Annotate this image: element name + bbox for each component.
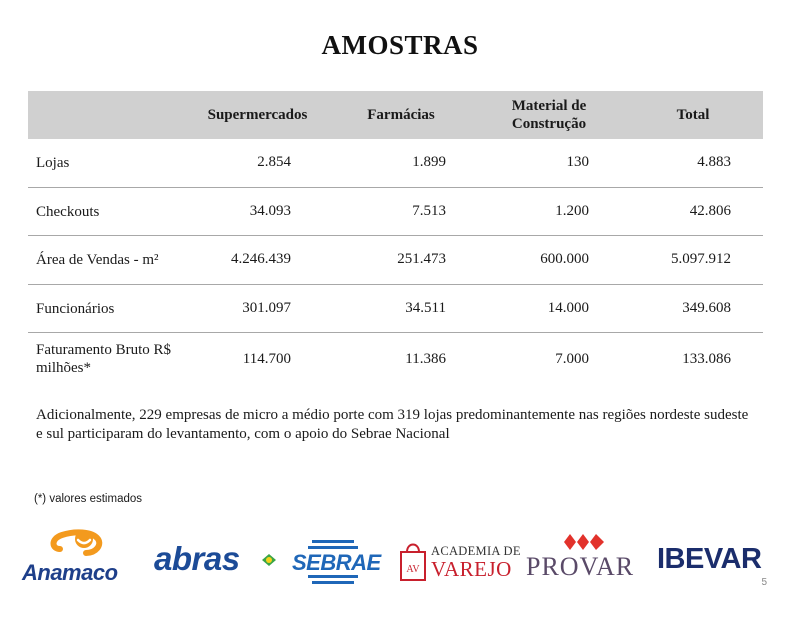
cell-farmacias: 11.386 xyxy=(405,351,446,367)
cell-material: 14.000 xyxy=(547,299,589,316)
cell-total: 133.086 xyxy=(682,351,731,367)
ibevar-wordmark: IBEVAR xyxy=(657,543,762,575)
header-material-construcao xyxy=(488,97,610,133)
cell-total: 42.806 xyxy=(689,202,731,219)
cell-farmacias: 34.511 xyxy=(405,299,446,316)
table-row xyxy=(28,236,763,285)
row-label: Checkouts xyxy=(36,203,100,220)
row-label: Faturamento Bruto R$ milhões* xyxy=(36,342,171,376)
provar-logo xyxy=(526,532,646,580)
svg-text:AV: AV xyxy=(406,564,420,575)
page-number: 5 xyxy=(761,577,767,588)
shopping-bag-icon xyxy=(398,540,428,582)
abras-flag-icon xyxy=(262,554,276,566)
header-farmacias: Farmácias xyxy=(367,107,435,123)
cell-total: 5.097.912 xyxy=(671,251,731,267)
anamaco-emblem-icon xyxy=(22,527,140,563)
anamaco-logo xyxy=(22,527,140,587)
row-label: Área de Vendas - m² xyxy=(36,252,159,268)
cell-material: 7.000 xyxy=(555,351,589,367)
row-label: Funcionários xyxy=(36,300,115,317)
table-row xyxy=(28,285,763,334)
academia-wordmark-bottom: VAREJO xyxy=(431,557,512,581)
table-row xyxy=(28,139,763,188)
footnote: (*) valores estimados xyxy=(34,493,143,505)
provar-wordmark: PROVAR xyxy=(526,552,635,581)
table-row xyxy=(28,188,763,237)
page-title: AMOSTRAS xyxy=(321,30,479,60)
cell-total: 4.883 xyxy=(697,154,731,170)
row-label: Lojas xyxy=(36,155,70,171)
header-supermercados: Supermercados xyxy=(207,107,308,123)
table-header xyxy=(28,91,763,139)
anamaco-wordmark: Anamaco xyxy=(22,560,118,585)
cell-total: 349.608 xyxy=(682,299,731,316)
cell-material: 130 xyxy=(566,154,589,170)
cell-farmacias: 1.899 xyxy=(412,154,446,170)
cell-supermercados: 114.700 xyxy=(242,351,291,367)
header-material-line2: Construção xyxy=(511,116,587,132)
cell-supermercados: 2.854 xyxy=(257,154,291,170)
cell-supermercados: 34.093 xyxy=(249,202,291,219)
provar-diamonds-icon xyxy=(564,532,608,552)
cell-farmacias: 251.473 xyxy=(397,251,446,267)
header-total: Total xyxy=(676,107,710,123)
table-row xyxy=(28,333,763,389)
additional-note: Adicionalmente, 229 empresas de micro a médio porte com 319 lojas predominantemente nas regiões nordeste sudeste e sul participaram do levantamento, com o apoio do Sebrae Nacional xyxy=(36,407,749,442)
sebrae-wordmark: SEBRAE xyxy=(292,550,381,575)
abras-wordmark: abras xyxy=(154,540,240,577)
cell-farmacias: 7.513 xyxy=(412,202,446,219)
cell-material: 1.200 xyxy=(555,202,589,219)
abras-logo xyxy=(154,540,276,580)
cell-supermercados: 301.097 xyxy=(242,299,291,316)
header-material-line1: Material de xyxy=(511,98,587,114)
academia-wordmark-top: ACADEMIA DE xyxy=(431,544,521,558)
cell-material: 600.000 xyxy=(540,251,589,267)
samples-table xyxy=(28,91,763,389)
sebrae-logo xyxy=(292,540,381,584)
ibevar-logo xyxy=(657,543,779,575)
cell-supermercados: 4.246.439 xyxy=(231,251,291,267)
academia-de-varejo-logo xyxy=(398,538,521,582)
